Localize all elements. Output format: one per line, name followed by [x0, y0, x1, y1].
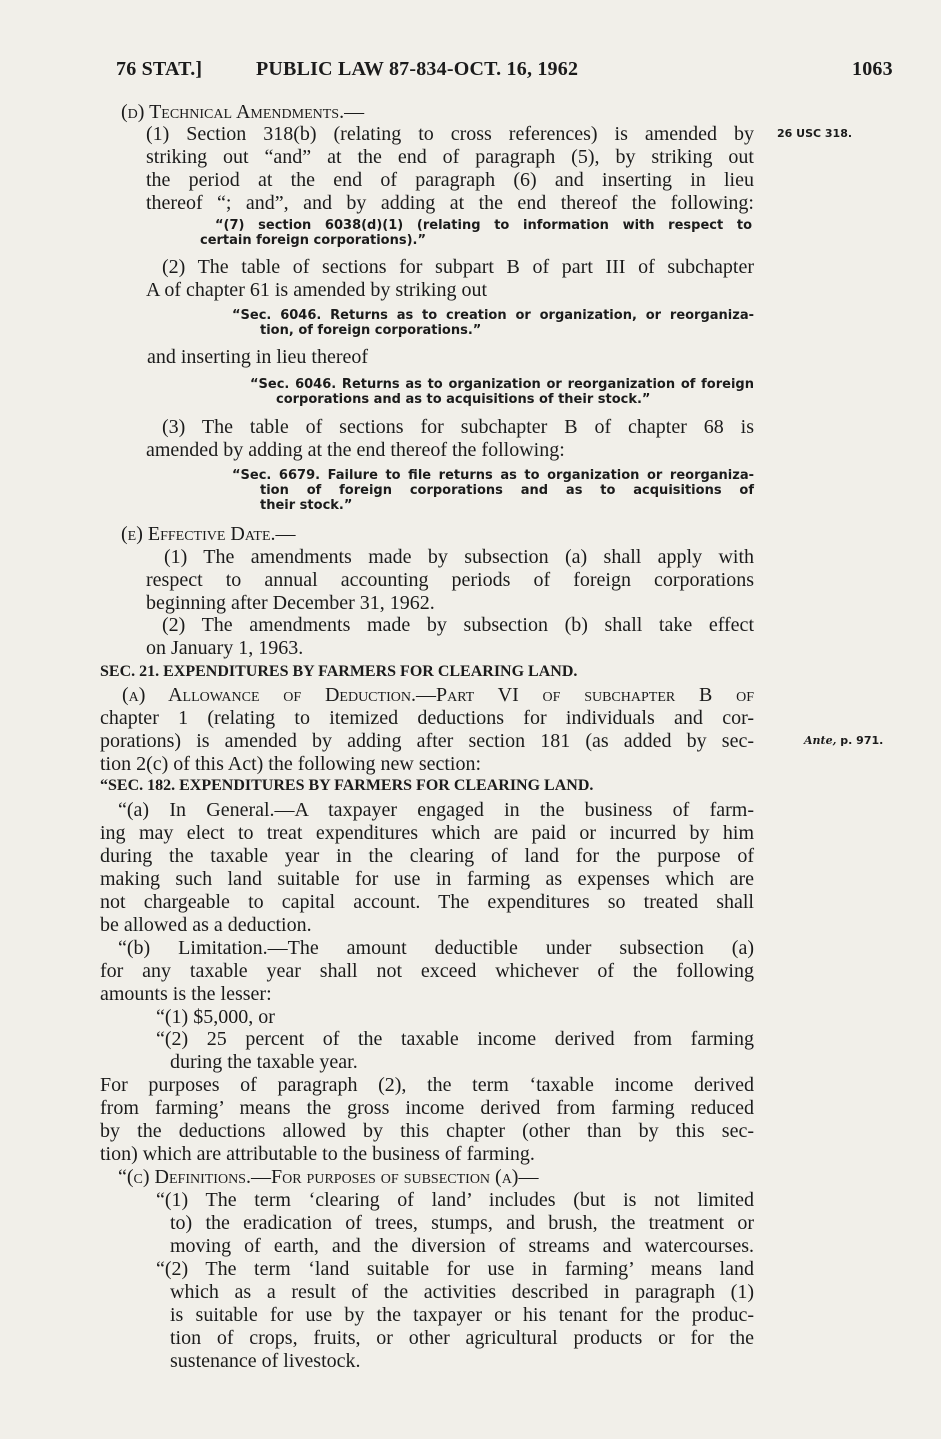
lb2-line: during the taxable year.	[170, 1051, 358, 1073]
e1-line: (1) The amendments made by subsection (a) shall apply with	[164, 546, 754, 568]
section-21-heading: SEC. 21. EXPENDITURES BY FARMERS FOR CLEARING LAND.	[100, 663, 578, 680]
d2-line: A of chapter 61 is amended by striking out	[146, 279, 488, 301]
d2-line: (2) The table of sections for subpart B of part III of subchapter	[162, 256, 754, 278]
subsection-d-heading: (d) Technical Amendments.—	[121, 101, 365, 123]
dc2-line: which as a result of the activities described in paragraph (1)	[170, 1281, 754, 1303]
fp-line: tion) which are attributable to the business of farming.	[100, 1143, 535, 1165]
page-number: 1063	[852, 58, 893, 80]
ga-line: be allowed as a deduction.	[100, 914, 312, 936]
margin-note-ante-italic: Ante,	[804, 734, 837, 747]
lb-line: for any taxable year shall not exceed whichever of the following	[100, 960, 754, 982]
a-line: chapter 1 (relating to itemized deductions for individuals and cor-	[100, 707, 754, 729]
quote-sec-6046-new: corporations and as to acquisitions of their stock.”	[276, 392, 651, 407]
header-law-title: PUBLIC LAW 87-834-OCT. 16, 1962	[256, 58, 579, 80]
lb1-line: “(1) $5,000, or	[156, 1006, 275, 1028]
quote-sec-6046-old: “Sec. 6046. Returns as to creation or organization, or reorganiza-	[232, 308, 754, 323]
e1-line: respect to annual accounting periods of foreign corporations	[146, 569, 754, 591]
margin-note-26-usc-318: 26 USC 318.	[777, 127, 853, 140]
quote-sec-6679: tion of foreign corporations and as to acquisitions of	[260, 483, 754, 498]
quote-sec-6679: their stock.”	[260, 498, 353, 513]
quote-sec-6679: “Sec. 6679. Failure to file returns as to organization or reorganiza-	[232, 468, 754, 483]
d3-line: amended by adding at the end thereof the following:	[146, 439, 565, 461]
a-line: tion 2(c) of this Act) the following new section:	[100, 753, 482, 775]
a-line: porations) is amended by adding after section 181 (as added by sec-	[100, 730, 754, 752]
e2-line: (2) The amendments made by subsection (b) shall take effect	[162, 614, 754, 636]
e1-line: beginning after December 31, 1962.	[146, 592, 435, 614]
lb-line: amounts is the lesser:	[100, 983, 272, 1005]
d1-line: thereof “; and”, and by adding at the end thereof the following:	[146, 192, 754, 214]
ga-line: not chargeable to capital account. The expenditures so treated shall	[100, 891, 754, 913]
fp-line: For purposes of paragraph (2), the term ‘taxable income derived	[100, 1074, 754, 1096]
dc1-line: to) the eradication of trees, stumps, and brush, the treatment or	[170, 1212, 754, 1234]
d1-line: (1) Section 318(b) (relating to cross references) is amended by	[146, 123, 754, 145]
quote-7-section-6038: “(7) section 6038(d)(1) (relating to information with respect to	[215, 218, 752, 233]
quote-sec-6046-old: tion, of foreign corporations.”	[260, 323, 482, 338]
ga-line: “(a) In General.—A taxpayer engaged in the business of farm-	[118, 799, 754, 821]
lb-line: “(b) Limitation.—The amount deductible under subsection (a)	[118, 937, 754, 959]
margin-note-ante-page: p. 971.	[836, 734, 884, 747]
fp-line: by the deductions allowed by this chapter (other than by this sec-	[100, 1120, 754, 1142]
margin-note-ante	[804, 734, 883, 747]
d1-line: the period at the end of paragraph (6) and inserting in lieu	[146, 169, 754, 191]
section-182-heading: “SEC. 182. EXPENDITURES BY FARMERS FOR CLEARING LAND.	[100, 777, 594, 794]
e2-line: on January 1, 1963.	[146, 637, 304, 659]
d1-line: striking out “and” at the end of paragraph (5), by striking out	[146, 146, 754, 168]
d3-line: (3) The table of sections for subchapter B of chapter 68 is	[162, 416, 754, 438]
dc2-line: tion of crops, fruits, or other agricultural products or for the	[170, 1327, 754, 1349]
fp-line: from farming’ means the gross income derived from farming reduced	[100, 1097, 754, 1119]
dc-heading: “(c) Definitions.—For purposes of subsection (a)—	[118, 1166, 539, 1188]
a-line: (a) Allowance of Deduction.—Part VI of subchapter B of	[122, 684, 754, 706]
dc1-line: moving of earth, and the diversion of streams and watercourses.	[170, 1235, 754, 1257]
subsection-e-heading: (e) Effective Date.—	[121, 523, 296, 545]
ga-line: ing may elect to treat expenditures which are paid or incurred by him	[100, 822, 754, 844]
quote-7-section-6038: certain foreign corporations).”	[200, 233, 427, 248]
header-stat-ref: 76 STAT.]	[116, 58, 203, 80]
dc1-line: “(1) The term ‘clearing of land’ includes (but is not limited	[156, 1189, 754, 1211]
ga-line: during the taxable year in the clearing of land for the purpose of	[100, 845, 754, 867]
quote-sec-6046-new: “Sec. 6046. Returns as to organization or reorganization of foreign	[250, 377, 754, 392]
dc2-line: “(2) The term ‘land suitable for use in farming’ means land	[156, 1258, 754, 1280]
ga-line: making such land suitable for use in farming as expenses which are	[100, 868, 754, 890]
dc2-line: is suitable for use by the taxpayer or his tenant for the produc-	[170, 1304, 754, 1326]
d2-line: and inserting in lieu thereof	[147, 346, 369, 368]
dc2-line: sustenance of livestock.	[170, 1350, 361, 1372]
lb2-line: “(2) 25 percent of the taxable income derived from farming	[156, 1028, 754, 1050]
